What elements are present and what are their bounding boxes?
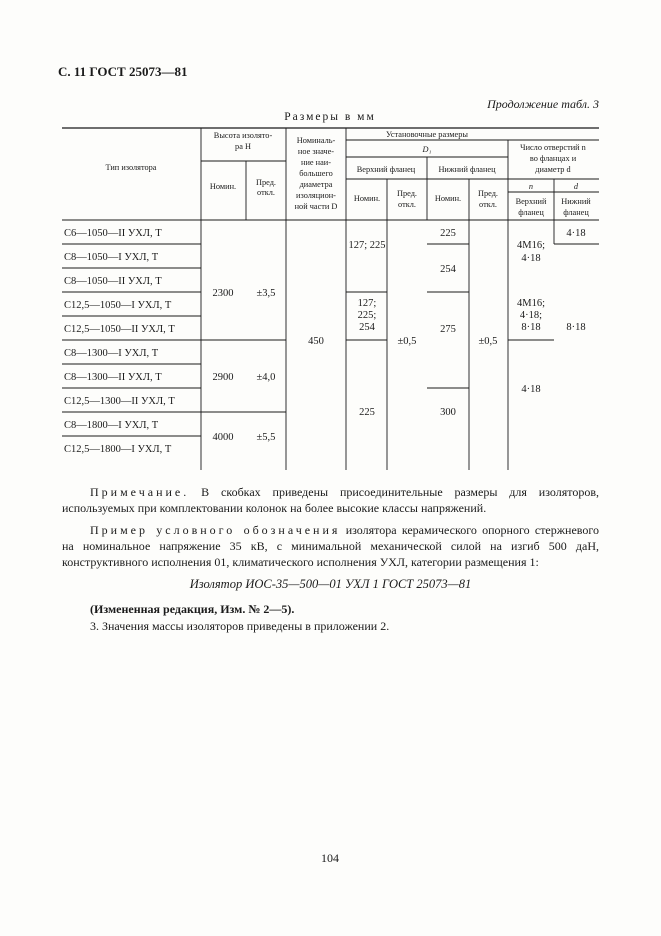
type-column [64, 228, 175, 455]
h-nominal-4000: 4000 [212, 432, 234, 443]
note-prefix: Примечание. [90, 485, 190, 499]
table-continuation-label: Продолжение табл. 3 [487, 97, 599, 111]
upper-nominal-2a: 127; [357, 298, 377, 309]
holes-upper-2a: 4М16; [516, 298, 546, 309]
header-height-line1: Высота изолято- [213, 131, 273, 140]
h-tol-5-5: ±5,5 [256, 432, 276, 443]
h-tol-3-5: ±3,5 [256, 288, 276, 299]
note-text: В скобках приведены присоединительные размеры для изоляторов, используемых при комплектовании колонок на более высокие классы напряжений. [62, 485, 599, 515]
header-height-limit-l1: Пред. [255, 178, 277, 187]
type-cell: С6—1050—II УХЛ, Т [64, 228, 162, 239]
holes-upper-2b: 4·18; [519, 310, 543, 321]
type-cell: С12,5—1050—II УХЛ, Т [64, 324, 175, 335]
header-holes-upper-l2: фланец [518, 208, 544, 217]
header-upper-flange: Верхний фланец [356, 165, 416, 174]
header-type: Тип изолятора [105, 163, 157, 172]
header-lower-limit-l1: Пред. [477, 189, 499, 198]
upper-tolerance: ±0,5 [397, 336, 417, 347]
header-diameter-line: ние наи- [301, 158, 331, 167]
header-diameter-line: большего [299, 169, 333, 178]
header-d1: D₁ [422, 145, 432, 154]
h-tol-4-0: ±4,0 [256, 372, 276, 383]
header-d: d [573, 182, 579, 191]
holes-upper-1b: 4·18 [521, 253, 541, 264]
header-upper-nominal: Номин. [353, 194, 381, 203]
type-cell: С12,5—1800—I УХЛ, Т [64, 444, 172, 455]
header-diameter-line: изоляцион- [296, 191, 336, 200]
header-height-line2: ра H [235, 142, 251, 151]
h-nominal-2900: 2900 [212, 372, 234, 383]
designation-example: Изолятор ИОС-35—500—01 УХЛ 1 ГОСТ 25073—81 [189, 577, 472, 591]
header-n: n [528, 182, 534, 191]
dimensions-caption: Размеры в мм [284, 111, 376, 123]
example-paragraph [62, 522, 599, 570]
header-diameter-line: диаметра [299, 180, 333, 189]
header-holes-line: диаметр d [535, 165, 571, 174]
header-holes [520, 143, 587, 174]
header-holes-lower-l1: Нижний [561, 197, 591, 206]
holes-upper-3: 4·18 [521, 384, 541, 395]
upper-nominal-2b: 225; [357, 310, 377, 321]
holes-lower-2: 8·18 [566, 322, 586, 333]
table-3 [62, 128, 599, 470]
example-text: изолятора керамического опорного стержневого на номинальное напряжение 35 кВ, с минимальной механической силой на изгиб 500 даН, конструктивного исполнения 01, климатического исполнения УХЛ, категории размещения 1: [62, 523, 600, 569]
lower-nominal-254: 254 [440, 264, 456, 275]
header-height-nominal: Номин. [209, 182, 237, 191]
mass-note: 3. Значения массы изоляторов приведены в приложении 2. [90, 619, 390, 633]
h-nominal-2300: 2300 [212, 288, 234, 299]
holes-lower-1: 4·18 [566, 228, 586, 239]
holes-upper-2c: 8·18 [521, 322, 541, 333]
diameter-value: 450 [308, 336, 324, 347]
lower-nominal-300: 300 [440, 407, 456, 418]
header-diameter-line: ное значе- [297, 147, 335, 156]
upper-nominal-1: 127; 225 [348, 240, 386, 251]
header-lower-flange: Нижний фланец [438, 165, 496, 174]
header-upper-limit-l1: Пред. [396, 189, 418, 198]
table-grid [62, 128, 599, 470]
type-cell: С12,5—1300—II УХЛ, Т [64, 396, 175, 407]
type-cell: С12,5—1050—I УХЛ, Т [64, 300, 172, 311]
header-lower-limit-l2: откл. [479, 200, 497, 209]
lower-tolerance: ±0,5 [478, 336, 498, 347]
type-cell: С8—1800—I УХЛ, Т [64, 420, 159, 431]
example-prefix: Пример условного обозначения [90, 523, 341, 537]
header-upper-limit-l2: откл. [398, 200, 416, 209]
type-cell: С8—1050—I УХЛ, Т [64, 252, 159, 263]
amendment-note: (Измененная редакция, Изм. № 2—5). [90, 602, 295, 616]
header-height-limit-l2: откл. [257, 188, 275, 197]
header-lower-nominal: Номин. [434, 194, 462, 203]
page-number: 104 [321, 851, 339, 865]
upper-nominal-3: 225 [359, 407, 375, 418]
lower-nominal-225: 225 [440, 228, 456, 239]
page-header: С. 11 ГОСТ 25073—81 [58, 64, 188, 79]
header-holes-line: Число отверстий n [520, 143, 586, 152]
type-cell: С8—1300—I УХЛ, Т [64, 348, 159, 359]
header-holes-line: во фланцах и [529, 154, 577, 163]
header-holes-upper-l1: Верхний [515, 197, 547, 206]
header-diameter-line: ной части D [294, 202, 338, 211]
header-diameter-line: Номиналь- [296, 136, 336, 145]
table-note [62, 484, 599, 516]
type-cell: С8—1300—II УХЛ, Т [64, 372, 162, 383]
header-holes-lower-l2: фланец [563, 208, 589, 217]
holes-upper-1a: 4М16; [516, 240, 546, 251]
type-cell: С8—1050—II УХЛ, Т [64, 276, 162, 287]
header-installation: Установочные размеры [386, 130, 468, 139]
lower-nominal-275: 275 [440, 324, 456, 335]
header-diameter [295, 136, 338, 211]
upper-nominal-2c: 254 [359, 322, 375, 333]
